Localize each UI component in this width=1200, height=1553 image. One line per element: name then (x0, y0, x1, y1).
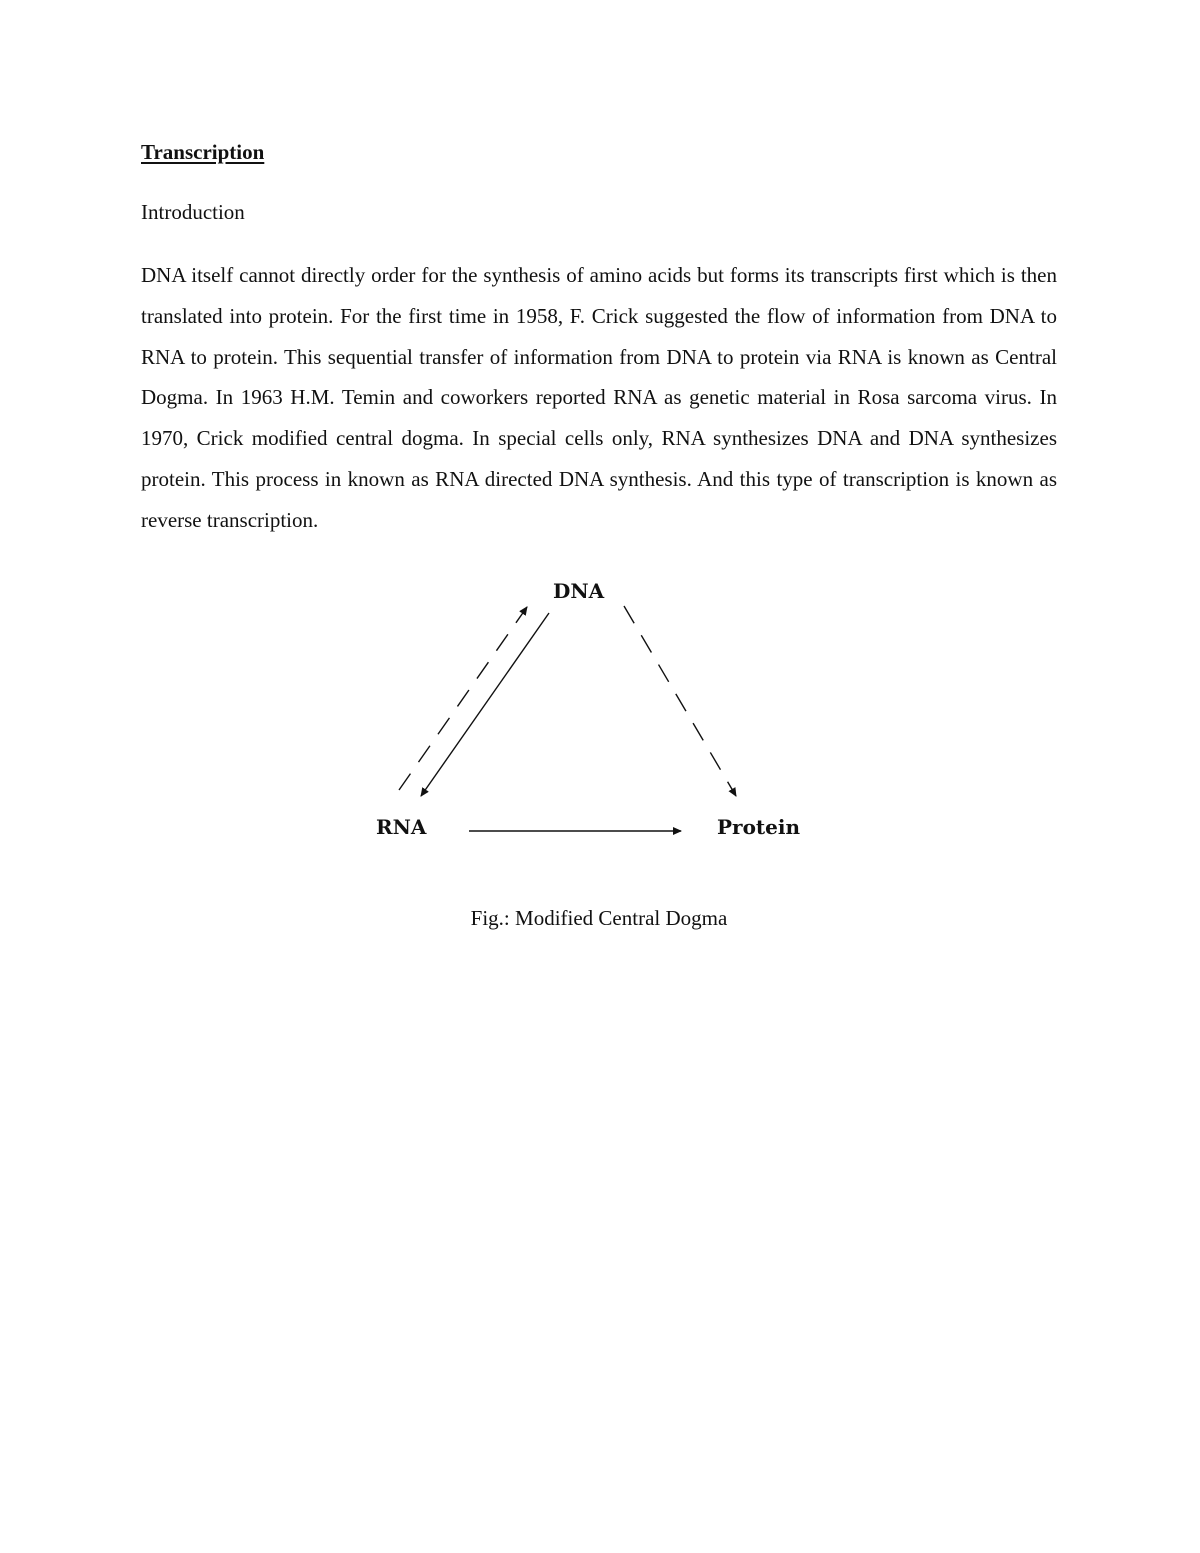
section-heading: Introduction (141, 200, 245, 224)
figure-caption-text: Fig.: Modified Central Dogma (470, 906, 728, 930)
body-paragraph: DNA itself cannot directly order for the synthesis of amino acids but forms its transcripts first which is then translated into protein. For the first time in 1958, F. Crick suggested the flow of information from DNA to RNA to protein. This sequential transfer of information from DNA to protein via RNA is known as Central Dogma. In 1963 H.M. Temin and coworkers reported RNA as genetic material in Rosa sarcoma virus. In 1970, Crick modified central dogma. In special cells only, RNA synthesizes DNA and DNA synthesizes protein. This process in known as RNA directed DNA synthesis. And this type of transcription is known as reverse transcription. (141, 263, 1057, 532)
edge-dna-to-protein-dashed (624, 606, 736, 796)
document-title: Transcription (141, 140, 265, 164)
node-dna-label: DNA (553, 579, 605, 603)
figure-caption (0, 906, 1200, 931)
node-protein-label: Protein (717, 815, 801, 839)
edge-dna-to-rna-solid (421, 613, 549, 796)
edge-rna-to-dna-dashed (399, 607, 527, 790)
node-rna-label: RNA (376, 815, 427, 839)
